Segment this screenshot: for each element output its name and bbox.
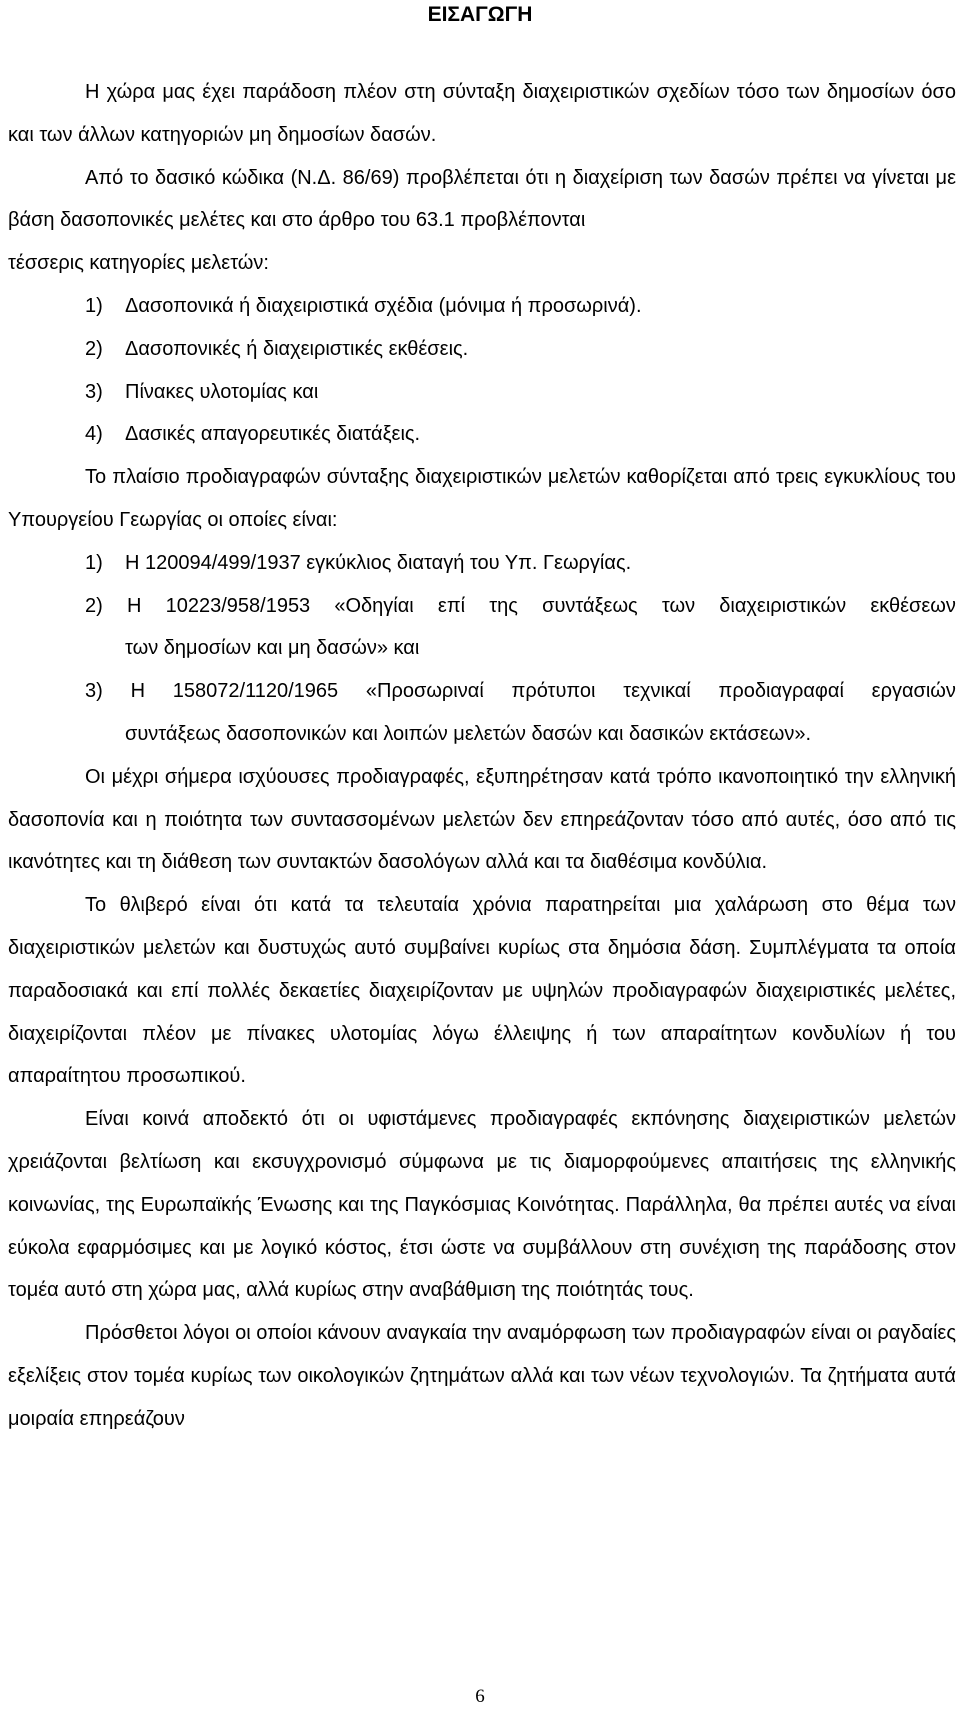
- list-item-text: Δασοπονικά ή διαχειριστικά σχέδια (μόνιμα ή προσωρινά).: [125, 294, 642, 317]
- list-item-text: Δασοπονικές ή διαχειριστικές εκθέσεις.: [125, 337, 469, 360]
- list-item-number: 1): [85, 551, 103, 574]
- list-item-first-line: [85, 670, 956, 713]
- list-item-word: προδιαγραφαί: [718, 680, 844, 703]
- list-item-word: εργασιών: [871, 680, 956, 703]
- framework-paragraph: Το πλαίσιο προδιαγραφών σύνταξης διαχειριστικών μελετών καθορίζεται από τρεις εγκυκλίους του Υπουργείου Γεωργίας οι οποίες είναι:: [8, 466, 956, 531]
- body-paragraph: Είναι κοινά αποδεκτό ότι οι υφιστάμενες προδιαγραφές εκπόνησης διαχειριστικών μελετών χρειάζονται βελτίωση και εκσυγχρονισμό σύμφωνα με τις διαμορφούμενες απαιτήσεις της ελληνικής κοινωνίας, της Ευρωπαϊκής Ένωσης και της Παγκόσμιας Κοινότητας. Παράλληλα, θα πρέπει αυτές να είναι εύκολα εφαρμόσιμες και με λογικό κόστος, έτσι ώστε να συμβάλλουν στη συνέχιση της παράδοσης στον τομέα αυτό στη χώρα μας, αλλά κυρίως στην αναβάθμιση της ποιότητάς τους.: [8, 1108, 956, 1302]
- list-item-word: 10223/958/1953: [165, 594, 311, 617]
- circulars-list: [8, 542, 956, 756]
- list-item-number: 4): [85, 423, 103, 446]
- document-body: [8, 71, 956, 1441]
- list-item-number: 2): [85, 337, 103, 360]
- intro-paragraph-2-tail: τέσσερις κατηγορίες μελετών:: [8, 252, 269, 275]
- list-item-number: 3): [85, 680, 103, 703]
- page-title: ΕΙΣΑΓΩΓΗ: [427, 3, 533, 26]
- list-item-first-line: [85, 585, 956, 628]
- list-item: [8, 670, 956, 756]
- intro-paragraph-1: Η χώρα μας έχει παράδοση πλέον στη σύνταξη διαχειριστικών σχεδίων τόσο των δημοσίων όσο και των άλλων κατηγοριών μη δημοσίων δασών.: [8, 81, 956, 146]
- list-item-number: 2): [85, 594, 103, 617]
- list-item-number: 1): [85, 294, 103, 317]
- list-item-word: της: [489, 594, 518, 617]
- list-item-text: Πίνακες υλοτομίας και: [125, 380, 319, 403]
- list-item-text: Δασικές απαγορευτικές διατάξεις.: [125, 423, 421, 446]
- list-item-word: τεχνικαί: [623, 680, 691, 703]
- list-item-continuation: συντάξεως δασοπονικών και λοιπών μελετών δασών και δασικών εκτάσεων».: [125, 722, 812, 745]
- page-number: 6: [475, 1686, 485, 1707]
- list-item-word: διαχειριστικών: [719, 594, 847, 617]
- study-categories-list: [8, 285, 956, 456]
- list-item-continuation: των δημοσίων και μη δασών» και: [125, 637, 420, 660]
- body-paragraph: Το θλιβερό είναι ότι κατά τα τελευταία χρόνια παρατηρείται μια χαλάρωση στο θέμα των διαχειριστικών μελετών και δυστυχώς αυτό συμβαίνει κυρίως στα δημόσια δάση. Συμπλέγματα τα οποία παραδοσιακά και επί πολλές δεκαετίες διαχειρίζονταν με υψηλών προδιαγραφών διαχειριστικές μελέτες, διαχειρίζονται πλέον με πίνακες υλοτομίας λόγω έλλειψης ή των απαραίτητων κονδυλίων ή του απαραίτητου προσωπικού.: [8, 894, 956, 1088]
- list-item: [8, 585, 956, 671]
- body-paragraph: Οι μέχρι σήμερα ισχύουσες προδιαγραφές, εξυπηρέτησαν κατά τρόπο ικανοποιητικό την ελληνική δασοπονία και η ποιότητα των συντασσομένων μελετών δεν επηρεάζονταν τόσο από αυτές, όσο από τις ικανότητες και τη διάθεση των συντακτών δασολόγων αλλά και τα διαθέσιμα κονδύλια.: [8, 765, 956, 874]
- list-item-word: πρότυποι: [511, 680, 596, 703]
- list-item-word: Η: [126, 594, 142, 617]
- list-item: [8, 285, 956, 328]
- list-item-word: συντάξεως: [542, 594, 638, 617]
- list-item-text: Η 120094/499/1937 εγκύκλιος διαταγή του Υπ. Γεωργίας.: [125, 551, 632, 574]
- body-paragraph: Πρόσθετοι λόγοι οι οποίοι κάνουν αναγκαία την αναμόρφωση των προδιαγραφών είναι οι ραγδαίες εξελίξεις στον τομέα κυρίως των οικολογικών ζητημάτων αλλά και των νέων τεχνολογιών. Τα ζητήματα αυτά μοιραία επηρεάζουν: [8, 1322, 956, 1430]
- list-item-word: Η: [130, 680, 146, 703]
- list-item-word: εκθέσεων: [870, 594, 956, 617]
- list-item: [8, 371, 956, 414]
- intro-paragraph-2: Από το δασικό κώδικα (Ν.Δ. 86/69) προβλέπεται ότι η διαχείριση των δασών πρέπει να γίνεται με βάση δασοπονικές μελέτες και στο άρθρο του 63.1 προβλέπονται: [8, 166, 956, 232]
- list-item-word: «Οδηγίαι: [334, 594, 414, 617]
- list-item-number: 3): [85, 380, 103, 403]
- list-item-word: 158072/1120/1965: [172, 680, 339, 703]
- list-item: [8, 413, 956, 456]
- list-item: [8, 328, 956, 371]
- list-item-word: επί: [437, 594, 466, 617]
- list-item-word: «Προσωριναί: [365, 680, 484, 703]
- list-item: [8, 542, 956, 585]
- list-item-word: των: [661, 594, 696, 617]
